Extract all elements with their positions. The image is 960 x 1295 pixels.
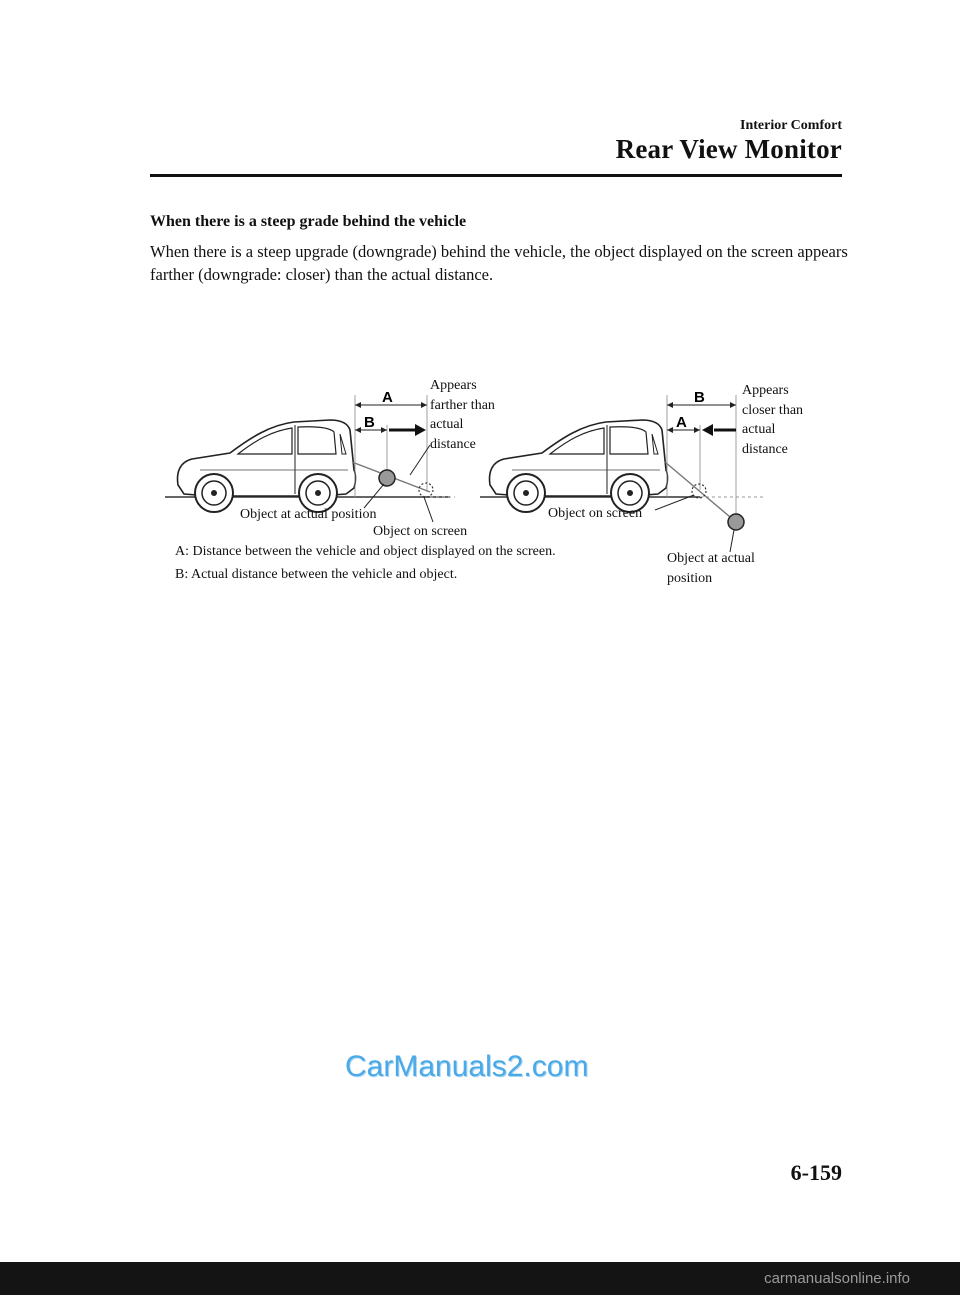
label-line: closer than xyxy=(742,402,804,418)
label-line: actual xyxy=(430,417,464,432)
left-scene xyxy=(165,389,455,522)
car-right xyxy=(490,420,668,512)
dimension-label: B xyxy=(364,414,375,431)
object-actual-label-left: Object at actual position xyxy=(240,507,377,522)
page-title: Rear View Monitor xyxy=(615,134,842,164)
footer-bar xyxy=(0,1262,960,1295)
appears-closer-label xyxy=(742,381,803,459)
subheading: When there is a steep grade behind the vehicle xyxy=(150,213,467,230)
label-line: distance xyxy=(430,436,476,452)
dimension-label: B xyxy=(694,389,705,406)
label-line: Appears xyxy=(430,378,477,393)
label-line: distance xyxy=(742,441,788,457)
car-left xyxy=(178,420,356,512)
legend-a: A: Distance between the vehicle and object displayed on the screen. xyxy=(175,544,556,559)
label-line: position xyxy=(667,570,713,586)
rear-view-illustration xyxy=(0,0,960,620)
page-number: 6-159 xyxy=(790,1160,842,1185)
object-screen-label-right: Object on screen xyxy=(548,506,643,521)
dimension-label: A xyxy=(382,389,393,406)
section-name: Interior Comfort xyxy=(740,118,842,133)
object-actual-icon xyxy=(379,470,395,486)
slope-line xyxy=(665,462,736,522)
object-actual-icon xyxy=(728,514,744,530)
right-scene xyxy=(480,389,765,552)
legend-b: B: Actual distance between the vehicle and object. xyxy=(175,567,458,582)
label-line: Appears xyxy=(742,383,789,398)
watermark-link[interactable]: CarManuals2.com xyxy=(345,1050,589,1083)
label-line: farther than xyxy=(430,397,495,413)
body-paragraph: When there is a steep upgrade (downgrade) behind the vehicle, the object displayed on the screen appears farther (downgrade: closer) than the actual distance. xyxy=(150,242,848,284)
dimension-label: A xyxy=(676,414,687,431)
label-line: actual xyxy=(742,422,776,437)
footer-link[interactable]: carmanualsonline.info xyxy=(764,1270,910,1287)
object-actual-label-right xyxy=(667,549,755,588)
object-screen-label-left: Object on screen xyxy=(373,524,468,539)
appears-farther-label xyxy=(430,376,495,454)
label-line: Object at actual xyxy=(667,551,755,566)
